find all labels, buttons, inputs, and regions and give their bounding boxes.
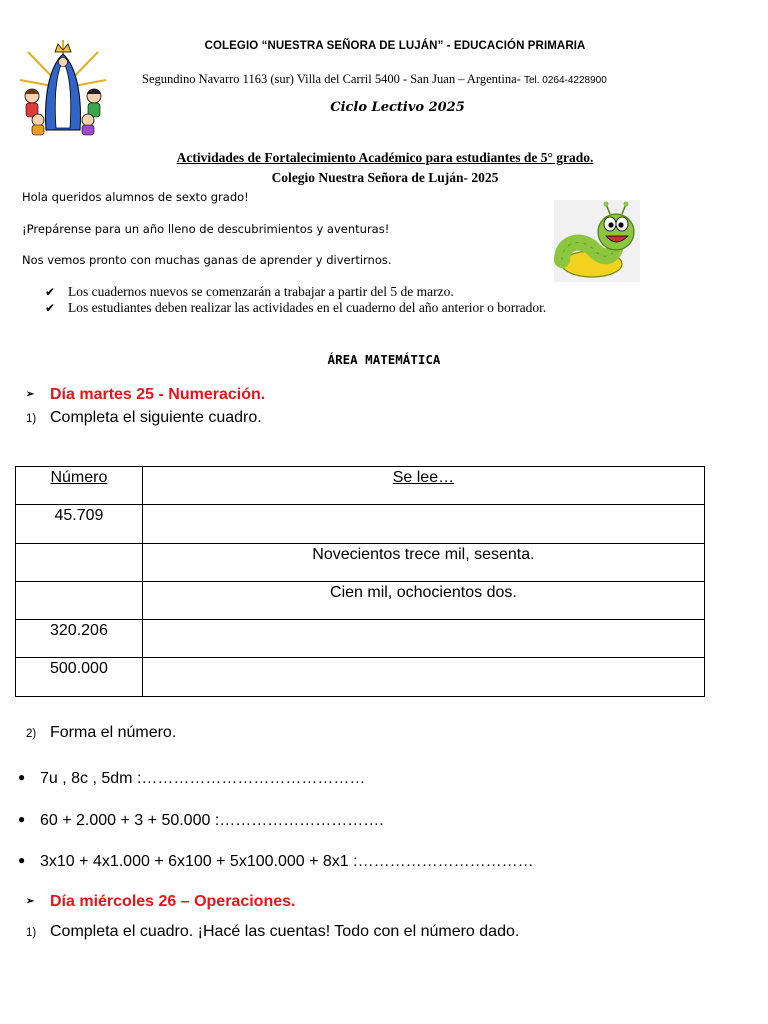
table-cell[interactable] <box>142 658 704 696</box>
telephone: Tel. 0264-4228900 <box>523 75 607 86</box>
table-cell[interactable] <box>142 505 704 543</box>
day2-heading: ➢ Día miércoles 26 – Operaciones. <box>26 893 296 910</box>
numbers-table <box>15 466 705 697</box>
table-row <box>16 505 705 543</box>
table-header-row <box>16 467 705 505</box>
exercise-item: ● 7u , 8c , 5dm :…………………………………… <box>18 770 366 787</box>
table-cell[interactable] <box>16 581 143 619</box>
table-row <box>16 658 705 696</box>
question-number: 1) <box>26 927 37 939</box>
school-address <box>142 72 607 87</box>
table-cell[interactable]: 45.709 <box>16 505 143 543</box>
worm-mascot-image <box>554 200 640 282</box>
table-cell[interactable] <box>142 620 704 658</box>
school-logo <box>18 38 108 138</box>
table-row <box>16 581 705 619</box>
question-text: Completa el siguiente cuadro. <box>50 409 262 426</box>
table-header-cell: Número <box>16 467 143 505</box>
table-cell[interactable] <box>16 543 143 581</box>
activities-subtitle: Colegio Nuestra Señora de Luján- 2025 <box>271 170 499 185</box>
table-cell[interactable]: 320.206 <box>16 620 143 658</box>
arrowhead-bullet-icon: ➢ <box>26 389 35 400</box>
greeting-line-1: Hola queridos alumnos de sexto grado! <box>22 190 249 204</box>
table-row <box>16 543 705 581</box>
table-header-cell: Se lee… <box>142 467 704 505</box>
area-title: ÁREA MATEMÁTICA <box>327 352 441 367</box>
question-text: Forma el número. <box>50 724 177 741</box>
notes-list <box>45 284 546 316</box>
question-number: 2) <box>26 728 37 740</box>
table-cell[interactable]: Novecientos trece mil, sesenta. <box>142 543 704 581</box>
note-item: ✔ Los cuadernos nuevos se comenzarán a trabajar a partir del 5 de marzo. <box>45 284 454 299</box>
day1-heading: ➢ Día martes 25 - Numeración. <box>26 386 266 403</box>
school-cycle: Ciclo Lectivo 2025 <box>330 100 465 115</box>
checkmark-icon: ✔ <box>45 285 56 299</box>
school-name: COLEGIO “NUESTRA SEÑORA DE LUJÁN” - EDUCACIÓN PRIMARIA <box>204 40 586 52</box>
question-number: 1) <box>26 413 37 425</box>
greeting-line-3: Nos vemos pronto con muchas ganas de aprender y divertirnos. <box>22 253 392 267</box>
bullet-icon: ● <box>18 853 26 867</box>
day1-question-2 <box>26 724 176 742</box>
arrowhead-bullet-icon: ➢ <box>26 896 35 907</box>
question-text: Completa el cuadro. ¡Hacé las cuentas! Todo con el número dado. <box>50 923 520 940</box>
bullet-icon: ● <box>18 812 26 826</box>
exercise-item: ● 3x10 + 4x1.000 + 6x100 + 5x100.000 + 8x1 :…………………………… <box>18 853 534 870</box>
note-item: ✔ Los estudiantes deben realizar las actividades en el cuaderno del año anterior o borrador. <box>45 300 547 315</box>
activities-title: Actividades de Fortalecimiento Académico para estudiantes de 5° grado. <box>176 150 594 165</box>
table-cell[interactable]: Cien mil, ochocientos dos. <box>142 581 704 619</box>
address-text: Segundino Navarro 1163 (sur) Villa del Carril 5400 - San Juan – Argentina- <box>142 72 524 86</box>
checkmark-icon: ✔ <box>45 301 56 315</box>
table-row <box>16 620 705 658</box>
exercise-item: ● 60 + 2.000 + 3 + 50.000 :…………………………. <box>18 812 384 829</box>
greeting-line-2: ¡Prepárense para un año lleno de descubrimientos y aventuras! <box>22 222 390 236</box>
day2-question-1 <box>26 923 519 941</box>
bullet-icon: ● <box>18 770 26 784</box>
day1-question-1 <box>26 409 262 427</box>
table-cell[interactable]: 500.000 <box>16 658 143 696</box>
